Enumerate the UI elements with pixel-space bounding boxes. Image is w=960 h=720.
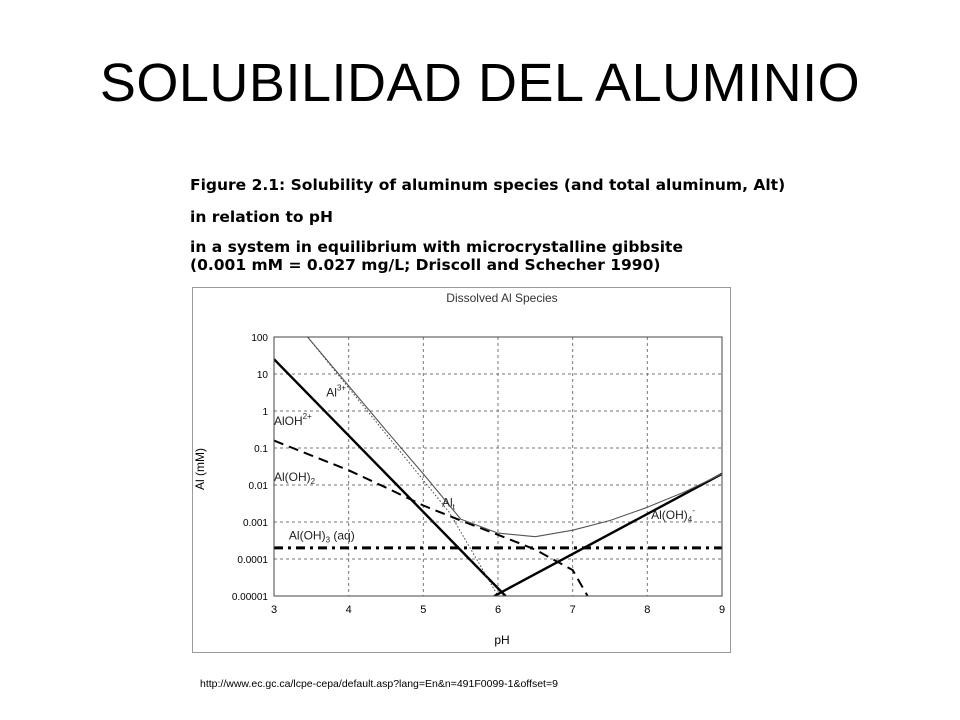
source-url: http://www.ec.gc.ca/lcpe-cepa/default.asp?lang=En&n=491F0099-1&offset=9	[200, 678, 558, 690]
figure-caption-line1: Figure 2.1: Solubility of aluminum species (and total aluminum, Alt)	[190, 176, 786, 194]
figure-caption-line3: in a system in equilibrium with microcrystalline gibbsite	[190, 238, 683, 256]
y-tick-label: 0.1	[254, 444, 268, 455]
figure-caption-line4: (0.001 mM = 0.027 mg/L; Driscoll and Schecher 1990)	[190, 256, 661, 274]
y-tick-label: 100	[251, 333, 268, 344]
chart-title: Dissolved Al Species	[446, 291, 558, 305]
y-tick-label: 0.01	[248, 481, 268, 492]
x-axis-label: pH	[494, 633, 510, 647]
series-label: $Al^{3+}$	[326, 383, 347, 400]
x-tick-label: 4	[345, 604, 352, 616]
series-label: $Al(OH)_2$	[274, 469, 316, 486]
y-tick-label: 1	[262, 407, 268, 418]
y-tick-label: 0.001	[242, 518, 268, 529]
x-tick-label: 9	[718, 604, 726, 616]
x-tick-label: 5	[420, 604, 427, 616]
series-label: $Al(OH)_4^-$	[651, 506, 695, 525]
y-tick-label: 0.0001	[237, 555, 268, 566]
series-label: $Al(OH)_3$ (aq)	[288, 528, 355, 545]
x-tick-label: 3	[270, 604, 278, 616]
slide-title: SOLUBILIDAD DEL ALUMINIO	[99, 53, 861, 113]
x-tick-label: 8	[644, 604, 651, 616]
series-label: $Al_t$	[442, 495, 455, 512]
y-axis-label: Al (mM)	[193, 448, 207, 490]
series-label: AlOH$^{2+}$	[274, 411, 312, 428]
y-tick-label: 10	[256, 370, 268, 381]
x-tick-label: 7	[569, 604, 576, 616]
solubility-chart	[192, 287, 732, 653]
y-tick-label: 0.00001	[231, 592, 268, 603]
x-tick-label: 6	[494, 604, 502, 616]
figure-caption-line2: in relation to pH	[190, 208, 333, 226]
